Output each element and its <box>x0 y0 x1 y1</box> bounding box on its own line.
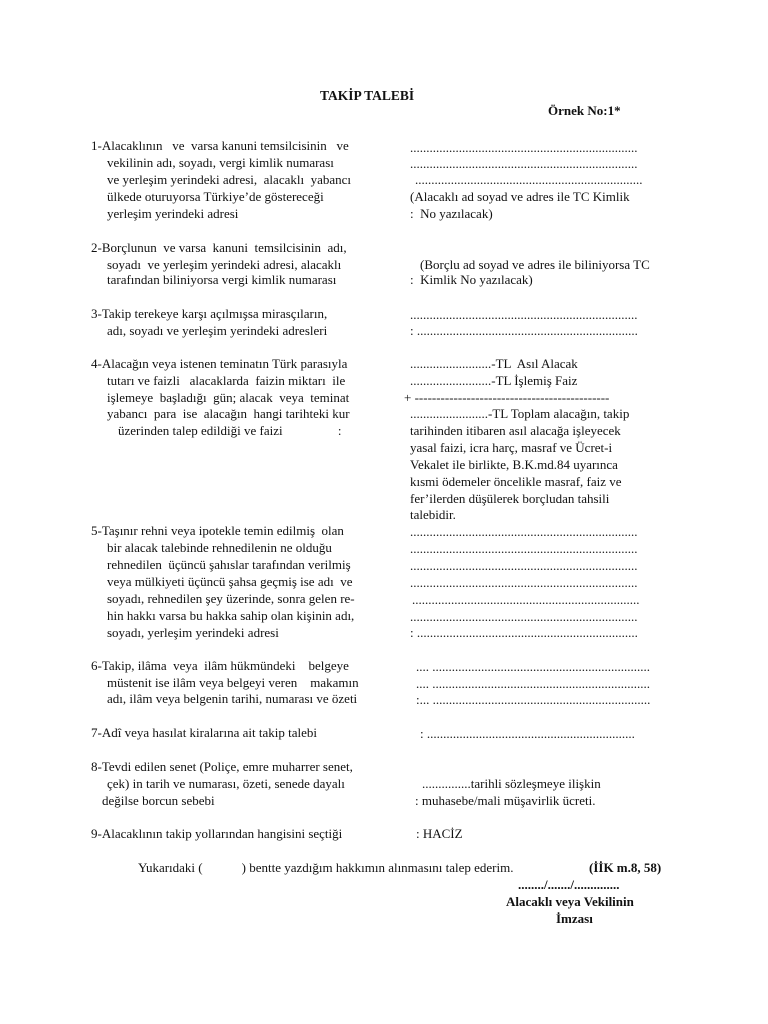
section-7-dots: : ................................................................ <box>420 726 635 741</box>
section-8-line: çek) in tarih ve numarası, özeti, senede dayalı <box>107 776 345 791</box>
section-1-line: ve yerleşim yerindeki adresi, alacaklı yabancı <box>107 172 352 187</box>
section-5-dots: ...................................................................... <box>412 592 640 607</box>
section-5-dots: : .................................................................... <box>410 625 638 640</box>
section-5-line: soyadı, yerleşim yerindeki adresi <box>107 625 279 640</box>
section-4-line: üzerinden talep edildiği ve faizi : <box>118 423 342 438</box>
section-3-dots: : .................................................................... <box>410 323 638 338</box>
section-5-line: veya mülkiyeti üçüncü şahsa geçmiş ise adı ve <box>107 574 353 589</box>
section-6-dots: .... ................................................................... <box>416 676 650 691</box>
section-6-line: 6-Takip, ilâma veya ilâm hükmündeki belgeye <box>91 658 349 673</box>
section-5-dots: ...................................................................... <box>410 558 638 573</box>
signature-label-2: İmzası <box>556 911 593 926</box>
section-9-value: : HACİZ <box>416 826 463 841</box>
section-5-dots: ...................................................................... <box>410 575 638 590</box>
law-reference: (İİK m.8, 58) <box>589 860 662 875</box>
request-statement: Yukarıdaki ( ) bentte yazdığım hakkımın alınmasını talep ederim. <box>138 860 514 875</box>
section-1-line: 1-Alacaklının ve varsa kanuni temsilcisinin ve <box>91 138 349 153</box>
section-4-note: Vekalet ile birlikte, B.K.md.84 uyarınca <box>410 457 618 472</box>
section-1-line: yerleşim yerindeki adresi <box>107 206 239 221</box>
section-4-note: tarihinden itibaren asıl alacağa işleyecek <box>410 423 621 438</box>
section-4-line: tutarı ve faizli alacaklarda faizin miktarı ile <box>107 373 346 388</box>
principal-amount: .........................-TL Asıl Alacak <box>410 356 578 371</box>
section-2-line: soyadı ve yerleşim yerindeki adresi, alacaklı <box>107 257 342 272</box>
total-amount: ........................-TL Toplam alacağın, takip <box>410 406 630 421</box>
section-4-line: işlemeye başladığı gün; alacak veya teminat <box>107 390 350 405</box>
section-1-dots: ...................................................................... <box>415 172 643 187</box>
section-5-line: bir alacak talebinde rehnedilenin ne olduğu <box>107 540 332 555</box>
section-4-line: yabancı para ise alacağın hangi tarihteki kur <box>107 406 350 421</box>
section-8-value: ...............tarihli sözleşmeye ilişkin <box>422 776 601 791</box>
section-6-line: adı, ilâm veya belgenin tarihi, numarası ve özeti <box>107 691 358 706</box>
section-5-dots: ...................................................................... <box>410 524 638 539</box>
section-7-line: 7-Adî veya hasılat kiralarına ait takip talebi <box>91 725 317 740</box>
sample-number: Örnek No:1* <box>548 103 621 118</box>
section-1-note: (Alacaklı ad soyad ve adres ile TC Kimlik <box>410 189 630 204</box>
section-8-line: 8-Tevdi edilen senet (Poliçe, emre muharrer senet, <box>91 759 353 774</box>
signature-label: Alacaklı veya Vekilinin <box>506 894 634 909</box>
section-5-line: 5-Taşınır rehni veya ipotekle temin edilmiş olan <box>91 523 344 538</box>
section-1-line: vekilinin adı, soyadı, vergi kimlik numarası <box>107 155 334 170</box>
section-6-dots: :... ................................................................... <box>416 692 651 707</box>
section-2-line: tarafından biliniyorsa vergi kimlik numarası <box>107 272 337 287</box>
section-2-line: 2-Borçlunun ve varsa kanuni temsilcisinin adı, <box>91 240 347 255</box>
section-4-line: 4-Alacağın veya istenen teminatın Türk parasıyla <box>91 356 348 371</box>
sum-separator: + --------------------------------------------- <box>404 390 610 405</box>
section-2-note: (Borçlu ad soyad ve adres ile biliniyorsa TC <box>420 257 650 272</box>
section-4-note: kısmi ödemeler öncelikle masraf, faiz ve <box>410 474 622 489</box>
document-title: TAKİP TALEBİ <box>320 88 415 103</box>
section-5-dots: ...................................................................... <box>410 609 638 624</box>
section-2-note: : Kimlik No yazılacak) <box>410 272 533 287</box>
section-3-line: adı, soyadı ve yerleşim yerindeki adresleri <box>107 323 328 338</box>
section-4-note: yasal faizi, icra harç, masraf ve Ücret-i <box>410 440 613 455</box>
section-4-note: fer’ilerden düşülerek borçludan tahsili <box>410 491 610 506</box>
date-field: ......../......./.............. <box>518 877 620 892</box>
section-6-line: müstenit ise ilâm veya belgeyi veren makamın <box>107 675 359 690</box>
section-1-note: : No yazılacak) <box>410 206 493 221</box>
accrued-interest: .........................-TL İşlemiş Faiz <box>410 373 578 388</box>
section-5-line: hin hakkı varsa bu hakka sahip olan kişinin adı, <box>107 608 355 623</box>
section-5-line: soyadı, rehnedilen şey üzerinde, sonra gelen re- <box>107 591 355 606</box>
section-9-line: 9-Alacaklının takip yollarından hangisini seçtiği <box>91 826 343 841</box>
section-1-line: ülkede oturuyorsa Türkiye’de göstereceği <box>107 189 324 204</box>
section-3-dots: ...................................................................... <box>410 307 638 322</box>
section-6-dots: .... ................................................................... <box>416 659 650 674</box>
section-1-dots: ...................................................................... <box>410 156 638 171</box>
section-3-line: 3-Takip terekeye karşı açılmışsa mirasçıların, <box>91 306 328 321</box>
section-5-dots: ...................................................................... <box>410 541 638 556</box>
section-5-line: rehnedilen üçüncü şahıslar tarafından verilmiş <box>107 557 351 572</box>
section-8-value: : muhasebe/mali müşavirlik ücreti. <box>415 793 596 808</box>
section-1-dots: ...................................................................... <box>410 140 638 155</box>
section-4-note: talebidir. <box>410 507 456 522</box>
section-8-line: değilse borcun sebebi <box>102 793 215 808</box>
